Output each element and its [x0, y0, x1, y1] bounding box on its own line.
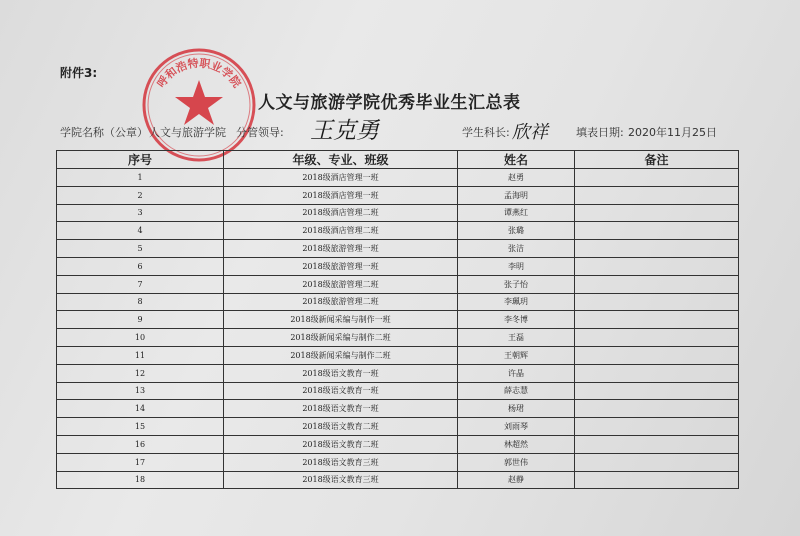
cell-class: 2018级语文教育二班 [224, 418, 458, 436]
cell-name: 赵静 [458, 471, 575, 489]
cell-no: 15 [57, 418, 224, 436]
table-row [57, 186, 739, 204]
cell-name: 王朝辉 [458, 346, 575, 364]
cell-name: 林超然 [458, 435, 575, 453]
table-row [57, 204, 739, 222]
table-row [57, 169, 739, 187]
cell-class: 2018级语文教育一班 [224, 382, 458, 400]
date-value: 2020年11月25日 [628, 126, 717, 139]
cell-no: 8 [57, 293, 224, 311]
cell-no: 5 [57, 240, 224, 258]
cell-class: 2018级酒店管理一班 [224, 186, 458, 204]
table-row [57, 293, 739, 311]
cell-note [575, 346, 739, 364]
cell-no: 6 [57, 257, 224, 275]
cell-no: 7 [57, 275, 224, 293]
cell-note [575, 471, 739, 489]
cell-note [575, 329, 739, 347]
cell-no: 1 [57, 169, 224, 187]
cell-class: 2018级语文教育三班 [224, 453, 458, 471]
table-row [57, 418, 739, 436]
cell-class: 2018级酒店管理二班 [224, 204, 458, 222]
cell-note [575, 240, 739, 258]
page-title: 人文与旅游学院优秀毕业生汇总表 [258, 93, 521, 113]
cell-name: 李冬博 [458, 311, 575, 329]
cell-class: 2018级新闻采编与制作一班 [224, 311, 458, 329]
date-label: 填表日期: [576, 126, 624, 139]
cell-name: 王磊 [458, 329, 575, 347]
table-row [57, 222, 739, 240]
seal-text: 呼和浩特职业学院 [154, 56, 244, 91]
cell-note [575, 400, 739, 418]
cell-class: 2018级新闻采编与制作二班 [224, 329, 458, 347]
cell-note [575, 275, 739, 293]
cell-class: 2018级旅游管理二班 [224, 293, 458, 311]
graduates-table [56, 150, 739, 489]
cell-note [575, 364, 739, 382]
cell-note [575, 222, 739, 240]
college-label: 学院名称（公章） [60, 126, 148, 139]
cell-class: 2018级酒店管理一班 [224, 169, 458, 187]
cell-class: 2018级旅游管理一班 [224, 240, 458, 258]
cell-name: 张洁 [458, 240, 575, 258]
table-row [57, 275, 739, 293]
cell-name: 孟海明 [458, 186, 575, 204]
table-row [57, 240, 739, 258]
cell-class: 2018级酒店管理二班 [224, 222, 458, 240]
cell-name: 薛志慧 [458, 382, 575, 400]
cell-note [575, 435, 739, 453]
table-row [57, 435, 739, 453]
table-row [57, 471, 739, 489]
cell-no: 9 [57, 311, 224, 329]
cell-note [575, 257, 739, 275]
cell-class: 2018级旅游管理一班 [224, 257, 458, 275]
leader-label: 分管领导: [236, 126, 284, 139]
cell-note [575, 382, 739, 400]
cell-name: 张子怡 [458, 275, 575, 293]
cell-name: 张璐 [458, 222, 575, 240]
header-note: 备注 [575, 151, 739, 169]
cell-note [575, 418, 739, 436]
table-header-row [57, 151, 739, 169]
cell-name: 谭燕红 [458, 204, 575, 222]
cell-no: 10 [57, 329, 224, 347]
table-row [57, 257, 739, 275]
cell-note [575, 311, 739, 329]
section-chief-label: 学生科长: [462, 126, 510, 139]
seal-star-icon [175, 80, 223, 125]
cell-class: 2018级语文教育一班 [224, 364, 458, 382]
cell-no: 3 [57, 204, 224, 222]
cell-note [575, 453, 739, 471]
header-name: 姓名 [458, 151, 575, 169]
cell-no: 14 [57, 400, 224, 418]
cell-name: 许晶 [458, 364, 575, 382]
cell-no: 2 [57, 186, 224, 204]
cell-name: 郭世伟 [458, 453, 575, 471]
cell-name: 赵勇 [458, 169, 575, 187]
cell-name: 刘雨琴 [458, 418, 575, 436]
cell-class: 2018级旅游管理二班 [224, 275, 458, 293]
table-row [57, 329, 739, 347]
section-chief-signature: 欣祥 [512, 122, 548, 143]
cell-note [575, 293, 739, 311]
table-row [57, 311, 739, 329]
cell-no: 4 [57, 222, 224, 240]
cell-no: 11 [57, 346, 224, 364]
table-row [57, 382, 739, 400]
header-no: 序号 [57, 151, 224, 169]
cell-class: 2018级语文教育二班 [224, 435, 458, 453]
cell-note [575, 169, 739, 187]
table-row [57, 346, 739, 364]
table-row [57, 364, 739, 382]
cell-note [575, 204, 739, 222]
official-seal [140, 46, 258, 164]
cell-no: 17 [57, 453, 224, 471]
college-name: 人文与旅游学院 [149, 126, 226, 139]
cell-class: 2018级新闻采编与制作二班 [224, 346, 458, 364]
cell-class: 2018级语文教育三班 [224, 471, 458, 489]
table-row [57, 400, 739, 418]
cell-no: 12 [57, 364, 224, 382]
attachment-label: 附件3: [60, 66, 98, 80]
table-row [57, 453, 739, 471]
cell-name: 李珮玥 [458, 293, 575, 311]
cell-no: 18 [57, 471, 224, 489]
cell-no: 13 [57, 382, 224, 400]
leader-signature: 王克勇 [310, 118, 379, 144]
cell-note [575, 186, 739, 204]
cell-no: 16 [57, 435, 224, 453]
cell-name: 杨珺 [458, 400, 575, 418]
header-class: 年级、专业、班级 [224, 151, 458, 169]
cell-name: 李明 [458, 257, 575, 275]
cell-class: 2018级语文教育一班 [224, 400, 458, 418]
